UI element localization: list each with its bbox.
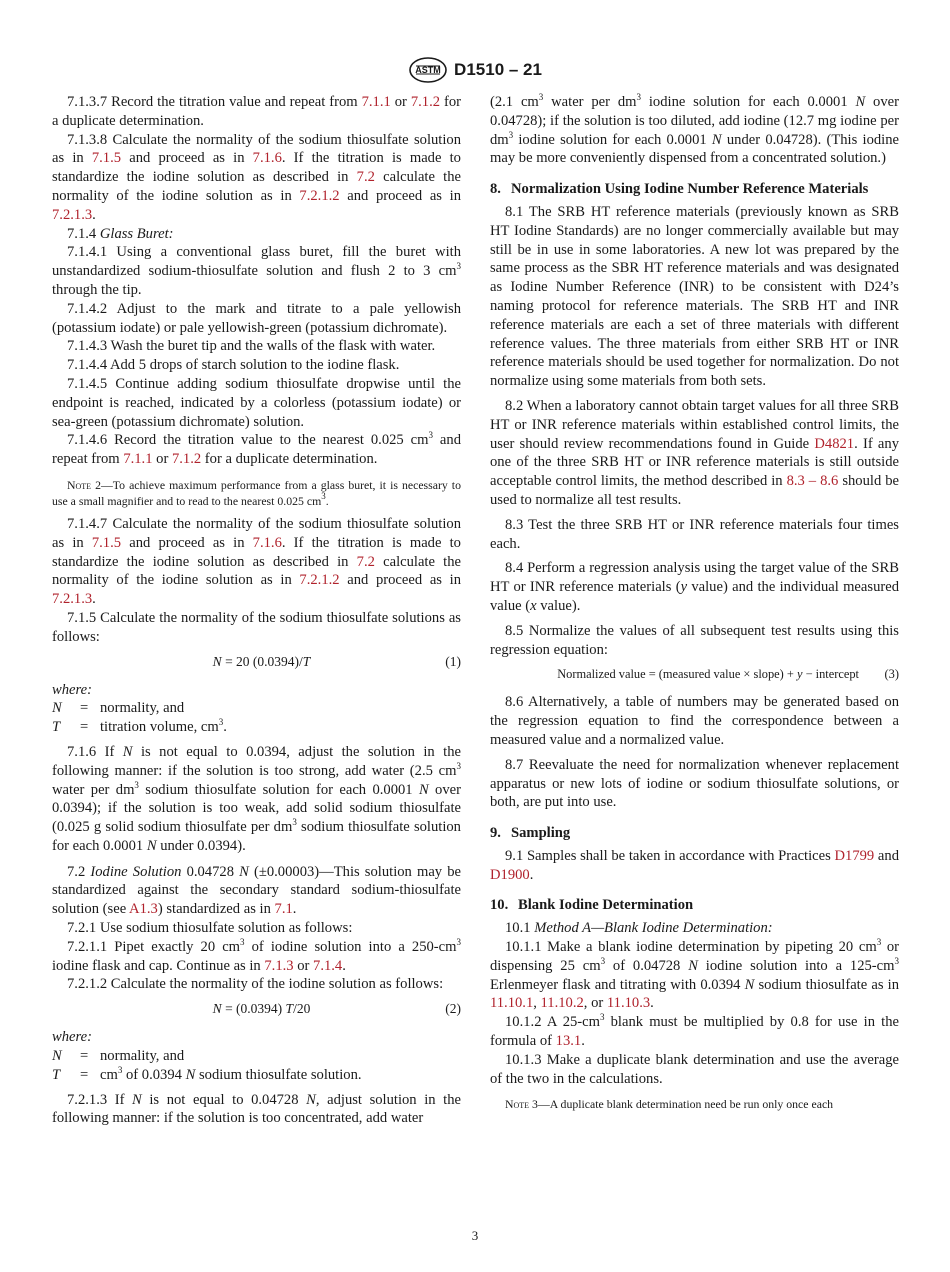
equation-number: (1) xyxy=(445,653,461,669)
xref-link[interactable]: 7.1.5 xyxy=(91,534,122,551)
xref-link[interactable]: 7.1.6 xyxy=(252,150,282,167)
xref-link[interactable]: 11.10.2 xyxy=(540,995,584,1012)
para-7-2-1: 7.2.1 Use sodium thiosulfate solution as follows: xyxy=(67,920,353,937)
section-heading-8: 8. Normalization Using Iodine Number Reference Materials xyxy=(490,181,869,198)
para-9-1: 9.1 Samples shall be taken in accordance with Practices D1799 and D1900. xyxy=(490,847,899,883)
equation-2: N = (0.0394) T/20 (2) xyxy=(212,1001,461,1017)
definition-row: N = normality, and xyxy=(52,700,185,717)
para-8-7: 8.7 Reevaluate the need for normalization whenever replacement apparatus or new lots of iodine or sodium thiosulfate solutions, or both, are put into use. xyxy=(490,756,899,811)
xref-link[interactable]: 7.1.1 xyxy=(361,94,391,110)
xref-link[interactable]: 7.2.1.2 xyxy=(299,572,340,589)
where-label: where: xyxy=(52,1029,92,1046)
right-column xyxy=(490,93,899,1118)
para-7-1-4-4: 7.1.4.4 Add 5 drops of starch solution to the iodine flask. xyxy=(67,357,400,374)
para-7-2: 7.2 Iodine Solution 0.04728 N (±0.00003)—This solution may be standardized against the secondary standard sodium-thiosulfate solution (see A1.3) standardized as in 7.1. xyxy=(52,863,461,918)
xref-link[interactable]: 7.1.4 xyxy=(313,957,343,974)
para-7-1-4-1: 7.1.4.1 Using a conventional glass buret, fill the buret with unstandardized sodium-thiosulfate solution and flush 2 to 3 $cm^3$ through the tip. xyxy=(52,244,461,298)
xref-link[interactable]: 11.10.1 xyxy=(490,995,534,1012)
xref-link[interactable]: 7.1.2 xyxy=(171,451,202,468)
para-7-1-3-8: 7.1.3.8 Calculate the normality of the sodium thiosulfate solution as in 7.1.5 and proceed as in 7.1.6. If the titration is made to standardize the iodine solution as described in 7.2 calculate the normality of the iodine solution as in 7.2.1.2 and proceed as in 7.2.1.3. xyxy=(52,131,461,223)
para-7-1-4-7: 7.1.4.7 Calculate the normality of the sodium thiosulfate solution as in 7.1.5 and proceed as in 7.1.6. If the titration is made to standardize the iodine solution as described in 7.2 calculate the normality of the iodine solution as in 7.2.1.2 and proceed as in 7.2.1.3. xyxy=(52,515,461,608)
para-7-2-1-3: 7.2.1.3 If N is not equal to 0.04728 N, adjust solution in the following manner: if the solution is too concentrated, add water xyxy=(52,1091,461,1127)
para-7-1-4: 7.1.4 Glass Buret: xyxy=(67,225,174,242)
definition-row: T = titration volume, $cm^3$. xyxy=(52,717,227,736)
para-7-2-1-3-continued: (2.1 $cm^3$ water per $dm^3$ iodine solution for each 0.0001 N over 0.04728); if the solution is too diluted, add iodine (12.7 mg iodine per $dm^3$ iodine solution for each 0.0001 N under 0.04728). (This iodine may be more conveniently dispensed from a concentrated solution.) xyxy=(490,92,899,167)
section-heading-10: 10. Blank Iodine Determination xyxy=(490,897,694,914)
xref-link[interactable]: 7.2.1.2 xyxy=(299,187,340,204)
para-7-2-1-2: 7.2.1.2 Calculate the normality of the iodine solution as follows: xyxy=(67,976,444,993)
para-8-5: 8.5 Normalize the values of all subsequent test results using this regression equation: xyxy=(490,622,899,658)
definition-row: N = normality, and xyxy=(52,1048,185,1065)
para-7-1-4-2: 7.1.4.2 Adjust to the mark and titrate to a pale yellowish (potassium iodate) or pale yellowish-green (potassium dichromate). xyxy=(52,300,461,336)
para-7-1-4-3: 7.1.4.3 Wash the buret tip and the walls of the flask with water. xyxy=(67,338,436,355)
section-heading-9: 9. Sampling xyxy=(490,825,571,842)
xref-link[interactable]: D1799 xyxy=(834,847,875,864)
para-8-1: 8.1 The SRB HT reference materials (previously known as SRB HT Iodine Standards) are no longer commercially available but may still be in use in some laboratories. A new lot was prepared by the same process as the SBR HT reference materials and was designated as Iodine Number Reference (INR) to be consistent with D24’s naming protocol for reference materials. The SRB HT and INR reference materials are each a set of three materials with different reference values. The three materials from either SRB HT or INR reference materials should be used together for normalization. Do not normalize using some materials from both sets. xyxy=(490,203,899,390)
equation-number: (2) xyxy=(445,1001,461,1017)
definition-row: T = $cm^3$ of 0.0394 N sodium thiosulfate solution. xyxy=(52,1064,362,1083)
xref-link[interactable]: 13.1 xyxy=(555,1033,582,1050)
para-10-1: 10.1 Method A—Blank Iodine Determination: xyxy=(505,920,773,937)
para-8-2: 8.2 When a laboratory cannot obtain target values for all three SRB HT or INR reference materials within established control limits, the user should review recommendations found in Guide D4821. If any one of the three SRB HT or INR reference materials is still outside acceptable control limits, the method described in 8.3 – 8.6 should be used to normalize all test results. xyxy=(490,397,900,508)
standard-designation: D1510 – 21 xyxy=(454,60,542,79)
equation-1: N = 20 (0.0394)/T (1) xyxy=(212,653,461,669)
xref-link[interactable]: D1900 xyxy=(490,866,530,883)
xref-link[interactable]: 7.1.6 xyxy=(252,534,282,551)
xref-link[interactable]: A1.3 xyxy=(129,901,158,918)
para-10-1-3: 10.1.3 Make a duplicate blank determination and use the average of the two in the calculations. xyxy=(490,1051,899,1087)
note-3: Note 3—A duplicate blank determination need be run only once each xyxy=(505,1097,834,1112)
para-7-1-5: 7.1.5 Calculate the normality of the sodium thiosulfate solutions as follows: xyxy=(52,609,461,645)
page-header xyxy=(0,56,950,84)
xref-link[interactable]: 11.10.3 xyxy=(606,995,651,1012)
note-2: Note 2—To achieve maximum performance from a glass buret, it is necessary to use a small magnifier and to read to the nearest 0.025 $cm^3$. xyxy=(52,477,461,508)
para-10-1-2: 10.1.2 A $25-cm^3$ blank must be multiplied by 0.8 for use in the formula of 13.1. xyxy=(490,1012,899,1050)
xref-link[interactable]: 7.2 xyxy=(356,169,375,186)
para-7-1-4-5: 7.1.4.5 Continue adding sodium thiosulfate dropwise until the endpoint is reached, indicated by a colorless (potassium iodate) or sea-green (potassium dichromate) solution. xyxy=(52,375,461,430)
xref-link[interactable]: 7.1 xyxy=(274,901,293,918)
where-label: where: xyxy=(52,681,92,698)
para-7-2-1-1: 7.2.1.1 Pipet exactly 20 $cm^3$ of iodine solution into a $250-cm^3$ iodine flask and cap. Continue as in 7.1.3 or 7.1.4. xyxy=(52,936,461,974)
xref-link[interactable]: 7.1.3 xyxy=(264,957,294,974)
left-column xyxy=(52,93,461,1128)
equation-3: Normalized value = (measured value × slope) + y − intercept (3) xyxy=(557,667,899,682)
para-8-3: 8.3 Test the three SRB HT or INR reference materials four times each. xyxy=(490,516,899,552)
svg-text:ASTM: ASTM xyxy=(415,65,441,75)
para-8-6: 8.6 Alternatively, a table of numbers may be generated based on the regression equation to find the correspondence between a measured value and a normalized value. xyxy=(490,694,899,748)
para-7-1-6: 7.1.6 If N is not equal to 0.0394, adjust the solution in the following manner: if the solution is too strong, add water (2.5 $cm^3$ water per $dm^3$ sodium thiosulfate solution for each 0.0001 N over 0.0394); if the solution is too weak, add solid sodium thiosulfate (0.025 g solid sodium thiosulfate per $dm^3$ sodium thiosulfate solution for each 0.0001 N under 0.0394). xyxy=(52,743,461,854)
page-number: 3 xyxy=(471,1228,479,1243)
astm-logo-icon xyxy=(408,56,448,84)
xref-link[interactable]: 7.1.2 xyxy=(410,94,441,110)
xref-link[interactable]: D4821 xyxy=(814,435,855,452)
equation-number: (3) xyxy=(884,667,899,682)
xref-link[interactable]: 7.2 xyxy=(356,553,375,570)
para-8-4: 8.4 Perform a regression analysis using the target value of the SRB HT or INR reference materials (y value) and the individual measured value (x value). xyxy=(490,560,899,614)
para-7-1-4-6: 7.1.4.6 Record the titration value to the nearest 0.025 $cm^3$ and repeat from 7.1.1 or 7.1.2 for a duplicate determination. xyxy=(52,430,461,468)
xref-link[interactable]: 8.3 – 8.6 xyxy=(786,473,839,490)
xref-link[interactable]: 7.1.5 xyxy=(91,150,122,167)
para-7-1-3-7: 7.1.3.7 Record the titration value and repeat from 7.1.1 or 7.1.2 for a duplicate determination. xyxy=(52,94,461,129)
xref-link[interactable]: 7.1.1 xyxy=(123,451,153,468)
para-10-1-1: 10.1.1 Make a blank iodine determination by pipeting 20 $cm^3$ or dispensing 25 $cm^3$ of 0.04728 N iodine solution into a $125-cm^3$ Erlenmeyer flask and titrating with 0.0394 N sodium thiosulfate as in 11.10.1, 11.10.2, or 11.10.3. xyxy=(490,937,899,1012)
xref-link[interactable]: 7.2.1.3 xyxy=(52,591,93,608)
xref-link[interactable]: 7.2.1.3 xyxy=(52,206,93,223)
